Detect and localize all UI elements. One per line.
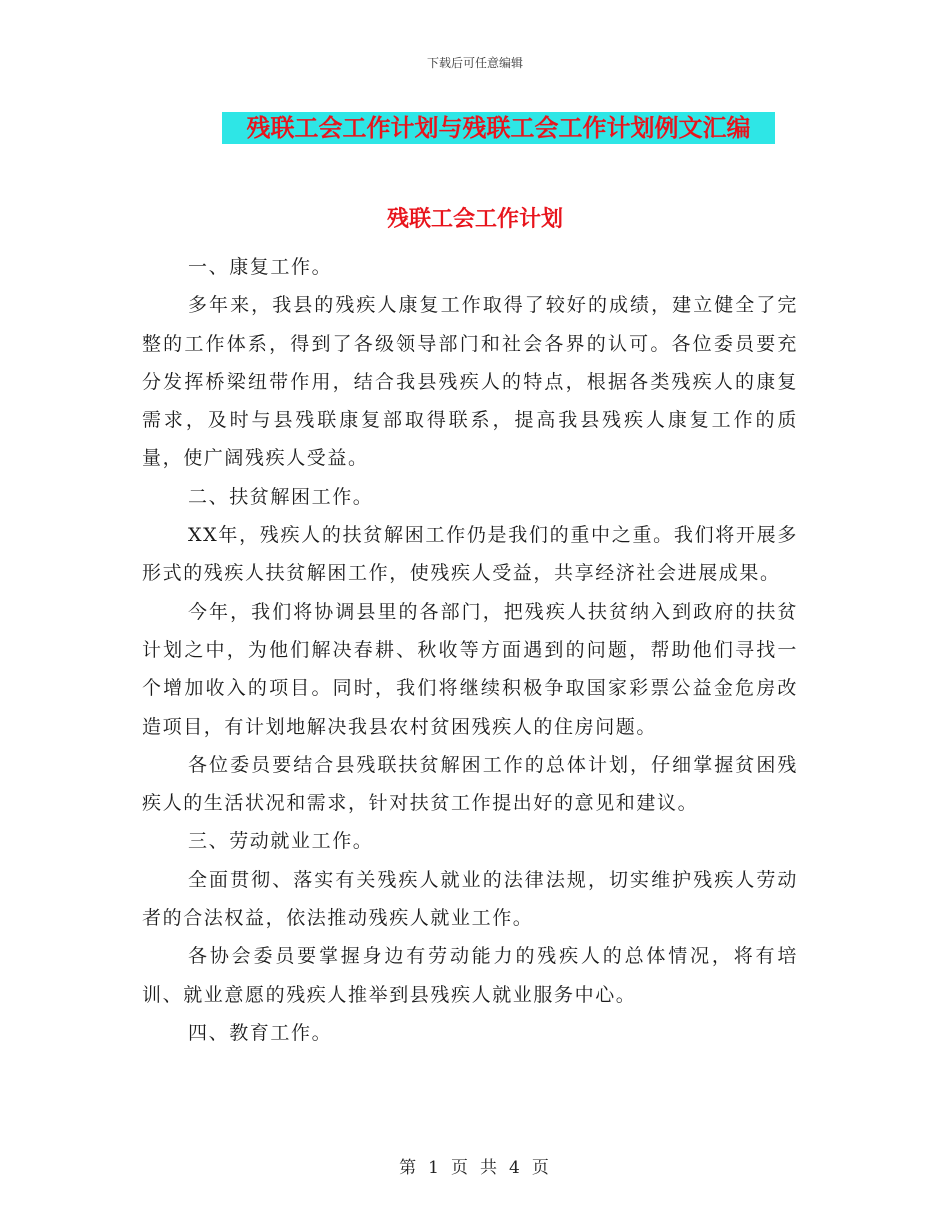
main-title: 残联工会工作计划与残联工会工作计划例文汇编: [222, 112, 775, 144]
heading-employment: 三、劳动就业工作。: [188, 830, 374, 853]
heading-poverty-relief: 二、扶贫解困工作。: [188, 485, 374, 508]
paragraph: 各位委员要结合县残联扶贫解困工作的总体计划，仔细掌握贫困残疾人的生活状况和需求，针对扶贫工作提出好的意见和建议。: [142, 753, 798, 815]
paragraph: XX年，残疾人的扶贫解困工作仍是我们的重中之重。我们将开展多形式的残疾人扶贫解困工作，使残疾人受益，共享经济社会进展成果。: [142, 524, 798, 585]
footer-prefix: 第: [399, 1158, 419, 1178]
footer-page-word: 页: [451, 1158, 470, 1178]
footer-total-prefix: 共: [480, 1158, 499, 1178]
heading-education: 四、教育工作。: [188, 1021, 333, 1044]
page-number: 1: [428, 1158, 441, 1178]
paragraph: 多年来，我县的残疾人康复工作取得了较好的成绩，建立健全了完整的工作体系，得到了各级领导部门和社会各界的认可。各位委员要充分发挥桥梁纽带作用，结合我县残疾人的特点，根据各类残疾人的康复需求，及时与县残联康复部取得联系，提高我县残疾人康复工作的质量，使广阔残疾人受益。: [142, 294, 798, 470]
body-text: [142, 248, 798, 1052]
section-title: 残联工会工作计划: [386, 206, 563, 232]
header-note: 下载后可任意编辑: [426, 56, 523, 70]
paragraph: 今年，我们将协调县里的各部门，把残疾人扶贫纳入到政府的扶贫计划之中，为他们解决春耕、秋收等方面遇到的问题，帮助他们寻找一个增加收入的项目。同时，我们将继续积极争取国家彩票公益金危房改造项目，有计划地解决我县农村贫困残疾人的住房问题。: [142, 600, 798, 738]
page-footer: [0, 1153, 950, 1178]
heading-rehabilitation: 一、康复工作。: [188, 256, 333, 278]
paragraph: 各协会委员要掌握身边有劳动能力的残疾人的总体情况，将有培训、就业意愿的残疾人推举到县残疾人就业服务中心。: [142, 945, 798, 1006]
total-pages: 4: [509, 1158, 522, 1178]
paragraph: 全面贯彻、落实有关残疾人就业的法律法规，切实维护残疾人劳动者的合法权益，依法推动残疾人就业工作。: [142, 868, 798, 930]
footer-total-suffix: 页: [531, 1158, 551, 1178]
